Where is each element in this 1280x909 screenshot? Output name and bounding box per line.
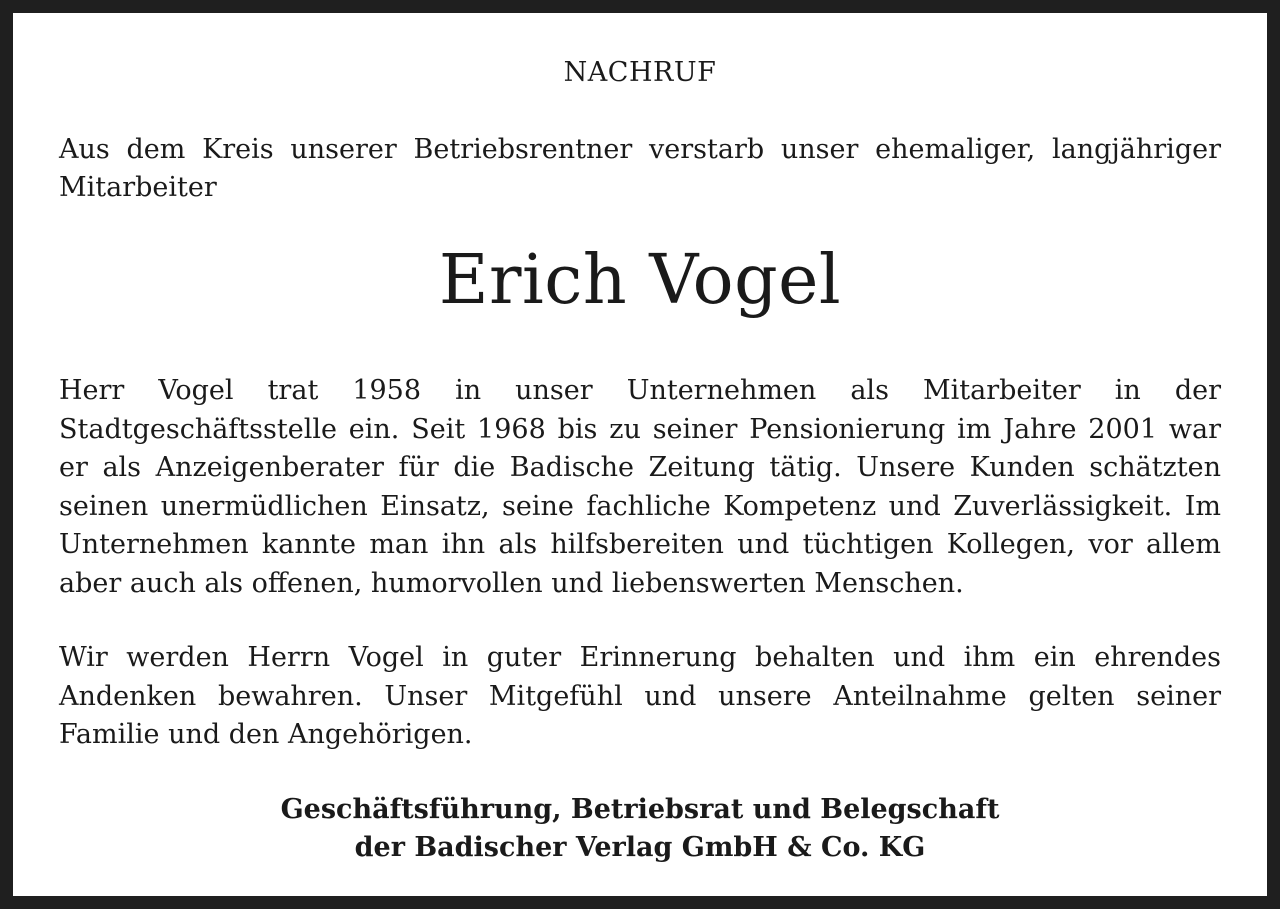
deceased-name: Erich Vogel bbox=[438, 241, 842, 320]
signature-line-2: der Badischer Verlag GmbH & Co. KG bbox=[354, 832, 926, 863]
signature-line-1: Geschäftsführung, Betriebsrat und Belegschaft bbox=[280, 794, 1000, 825]
condolence-paragraph: Wir werden Herrn Vogel in guter Erinnerung behalten und ihm ein ehrendes Andenken bewahren. Unser Mitgefühl und unsere Anteilnahme gelten seiner Familie und den Angehörigen. bbox=[59, 642, 1221, 751]
intro-text: Aus dem Kreis unserer Betriebsrentner verstarb unser ehemaliger, langjähriger Mitarbeiter bbox=[59, 134, 1221, 203]
signature-block bbox=[59, 791, 1221, 867]
notice-heading: NACHRUF bbox=[563, 57, 717, 88]
obituary-notice bbox=[13, 13, 1267, 896]
biography-paragraph: Herr Vogel trat 1958 in unser Unternehmen als Mitarbeiter in der Stadtgeschäftsstelle ein. Seit 1968 bis zu seiner Pensionierung im Jahre 2001 war er als Anzeigenberater für die Badische Zeitung tätig. Unsere Kunden schätzten seinen unermüdlichen Einsatz, seine fachliche Kompetenz und Zuverlässigkeit. Im Unternehmen kannte man ihn als hilfsbereiten und tüchtigen Kollegen, vor allem aber auch als offenen, humorvollen und liebenswerten Menschen. bbox=[59, 375, 1221, 599]
